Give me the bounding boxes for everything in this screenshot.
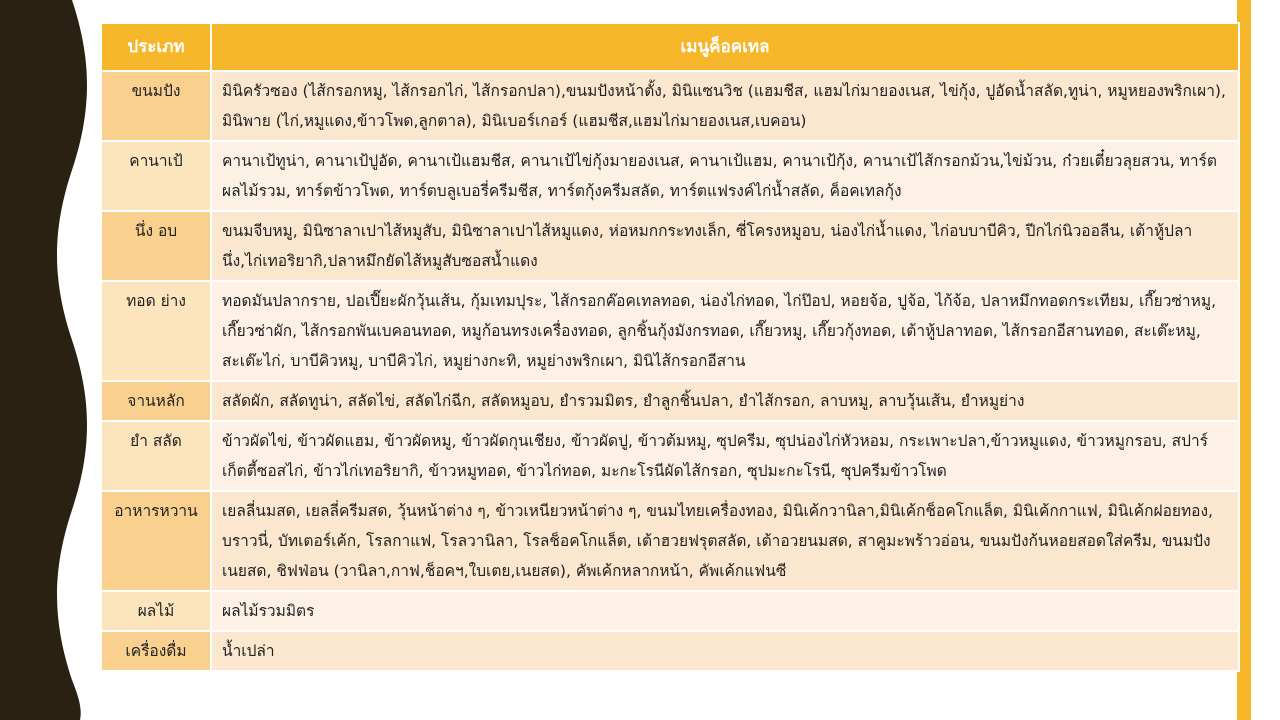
row-items: ข้าวผัดไข่, ข้าวผัดแฮม, ข้าวผัดหมู, ข้าวผัดกุนเชียง, ข้าวผัดปู, ข้าวต้มหมู, ซุปครีม, ซุปน่องไก่หัวหอม, กระเพาะปลา,ข้าวหมูแดง, ข้าวหมูกรอบ, สปาร์เก็ตตี้ซอสไก่, ข้าวไก่เทอริยากิ, ข้าวหมูทอด, ข้าวไก่ทอด, มะกะโรนีผัดไส้กรอก, ซุปมะกะโรนี, ซุปครีมข้าวโพด [211, 421, 1239, 491]
row-category: ทอด ย่าง [101, 281, 211, 381]
table-row [101, 631, 1239, 671]
header-menu: เมนูค็อคเทล [211, 23, 1239, 71]
table-row [101, 211, 1239, 281]
cocktail-menu-table [100, 22, 1240, 672]
row-category: จานหลัก [101, 381, 211, 421]
decorative-wave-border [0, 0, 90, 720]
header-category: ประเภท [101, 23, 211, 71]
row-items: ทอดมันปลากราย, ปอเปี๊ยะผักวุ้นเส้น, กุ้มเทมปุระ, ไส้กรอกค๊อคเทลทอด, น่องไก่ทอด, ไก่ป๊อป, หอยจ้อ, ปูจ้อ, ไก้จ้อ, ปลาหมึกทอดกระเทียม, เกี๊ยวซ่าหมู, เกี๊ยวซ่าผัก, ไส้กรอกพันเบคอนทอด, หมูก้อนทรงเครื่องทอด, ลูกชิ้นกุ้งมังกรทอด, เกี๊ยวหมู, เกี๊ยวกุ้งทอด, เต้าหู้ปลาทอด, ไส้กรอกอีสานทอด, สะเต๊ะหมู, สะเต๊ะไก่, บาบีคิวหมู, บาบีคิวไก่, หมูย่างกะทิ, หมูย่างพริกเผา, มินิไส้กรอกอีสาน [211, 281, 1239, 381]
table-row [101, 491, 1239, 591]
row-items: สลัดผัก, สลัดทูน่า, สลัดไข่, สลัดไก่ฉีก, สลัดหมูอบ, ยำรวมมิตร, ยำลูกชิ้นปลา, ยำไส้กรอก, ลาบหมู, ลาบวุ้นเส้น, ยำหมูย่าง [211, 381, 1239, 421]
row-items: มินิครัวซอง (ไส้กรอกหมู, ไส้กรอกไก่, ไส้กรอกปลา),ขนมปังหน้าตั้ง, มินิแซนวิช (แฮมชีส, แฮมไก่มายองเนส, ไข่กุ้ง, ปูอัดน้ำสลัด,ทูน่า, หมูหยองพริกเผา), มินิพาย (ไก่,หมูแดง,ข้าวโพด,ลูกตาล), มินิเบอร์เกอร์ (แฮมชีส,แฮมไก่มายองเนส,เบคอน) [211, 71, 1239, 141]
table-row [101, 281, 1239, 381]
row-items: เยลลี่นมสด, เยลลี่ครีมสด, วุ้นหน้าต่าง ๆ, ข้าวเหนียวหน้าต่าง ๆ, ขนมไทยเครื่องทอง, มินิเค้กวานิลา,มินิเค้กช็อคโกแล็ต, มินิเค้กกาแฟ, มินิเค้กฝอยทอง, บราวนี่, บัทเตอร์เค้ก, โรลกาแฟ, โรลวานิลา, โรลช็อคโกแล็ต, เต้าฮวยฟรุตสลัด, เต้าอวยนมสด, สาคูมะพร้าวอ่อน, ขนมปังก้นหอยสอดใส่ครีม, ขนมปังเนยสด, ชิฟฟ่อน (วานิลา,กาฟ,ช็อคฯ,ใบเตย,เนยสด), คัพเค้กหลากหน้า, คัพเค้กแฟนซี [211, 491, 1239, 591]
row-category: อาหารหวาน [101, 491, 211, 591]
row-category: นึ่ง อบ [101, 211, 211, 281]
row-category: ยำ สลัด [101, 421, 211, 491]
table-row [101, 141, 1239, 211]
table-row [101, 591, 1239, 631]
table-row [101, 381, 1239, 421]
table-row [101, 421, 1239, 491]
row-items: คานาเป้ทูน่า, คานาเป้ปูอัด, คานาเป้แฮมชีส, คานาเป้ไข่กุ้งมายองเนส, คานาเป้แฮม, คานาเป้กุ้ง, คานาเป้ไส้กรอกม้วน,ไข่ม้วน, ก๋วยเตี๋ยวลุยสวน, ทาร์ตผลไม้รวม, ทาร์ตข้าวโพด, ทาร์ตบลูเบอรี่ครีมชีส, ทาร์ตกุ้งครีมสลัด, ทาร์ตแฟรงค์ไก่น้ำสลัด, ค็อคเทลกุ้ง [211, 141, 1239, 211]
row-items: ผลไม้รวมมิตร [211, 591, 1239, 631]
table-row [101, 71, 1239, 141]
table-header-row [101, 23, 1239, 71]
row-category: ขนมปัง [101, 71, 211, 141]
row-category: เครื่องดื่ม [101, 631, 211, 671]
row-category: คานาเป้ [101, 141, 211, 211]
row-items: น้ำเปล่า [211, 631, 1239, 671]
row-category: ผลไม้ [101, 591, 211, 631]
row-items: ขนมจีบหมู, มินิซาลาเปาไส้หมูสับ, มินิซาลาเปาไส้หมูแดง, ห่อหมกกระทงเล็ก, ซี่โครงหมูอบ, น่องไก่น้ำแดง, ไก่อบบาบีคิว, ปีกไก่นิวออลีน, เต้าหู้ปลานึ่ง,ไก่เทอริยากิ,ปลาหมึกยัดไส้หมูสับซอสน้ำแดง [211, 211, 1239, 281]
